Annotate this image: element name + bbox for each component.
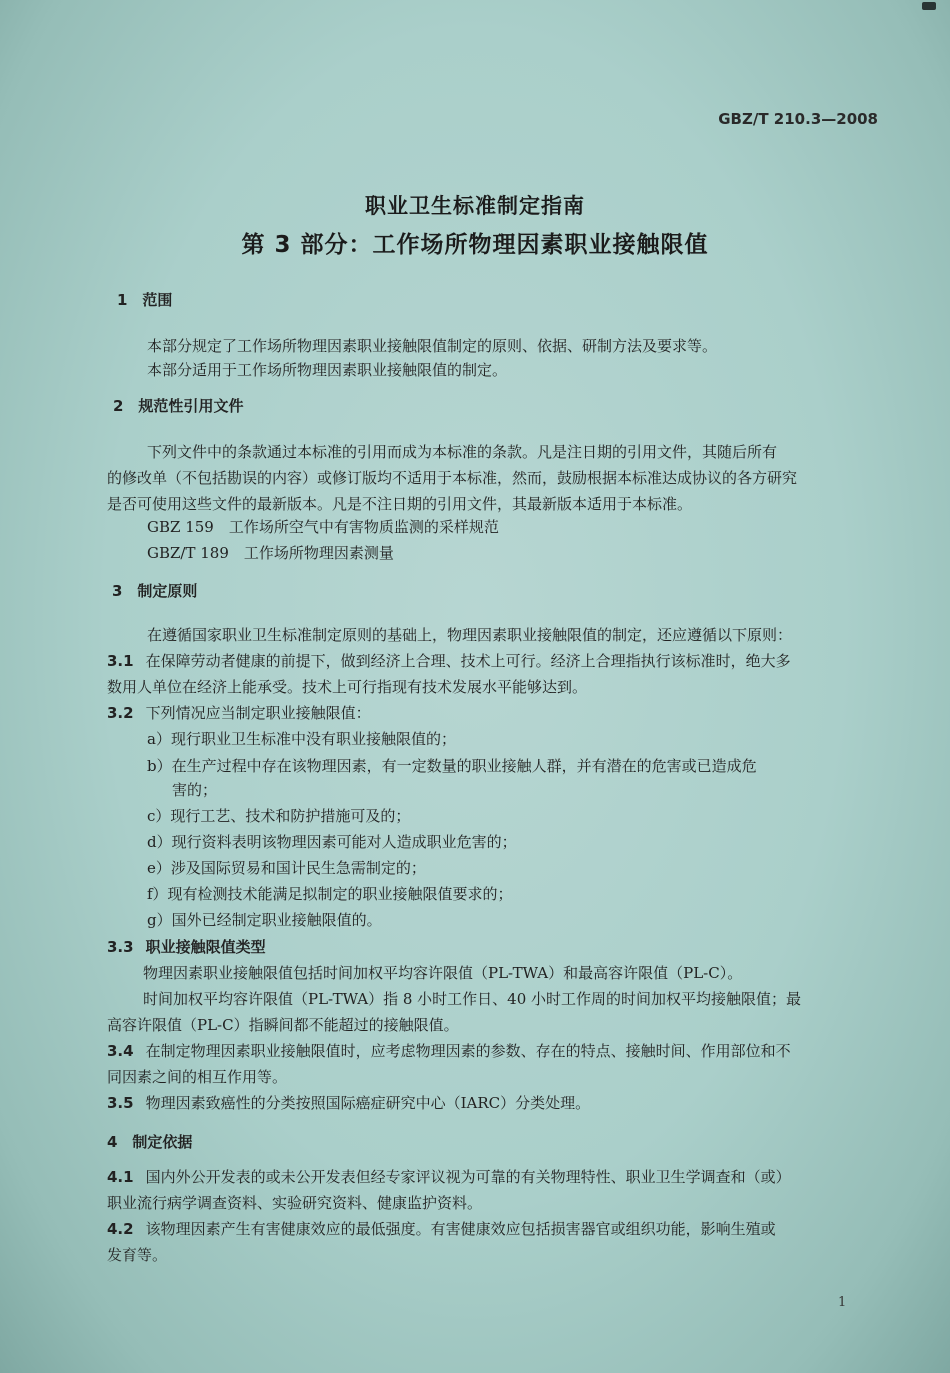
clause-number: 3.5 [107,1094,134,1112]
clause-number: 4.1 [107,1168,134,1186]
clause-number: 3.1 [107,652,134,670]
list-item: f）现有检测技术能满足拟制定的职业接触限值要求的； [147,885,513,903]
normative-reference: GBZ/T 189 工作场所物理因素测量 [147,544,394,562]
corner-mark [922,2,936,10]
clause-3-1 [107,651,791,671]
clause-4-1-continued: 职业流行病学调查资料、实验研究资料、健康监护资料。 [107,1194,483,1212]
clause-number: 4.2 [107,1220,134,1238]
clause-3-4-continued: 同因素之间的相互作用等。 [107,1068,288,1086]
section-2-paragraph-line: 下列文件中的条款通过本标准的引用而成为本标准的条款。凡是注日期的引用文件，其随后所有 [147,443,778,461]
normative-reference: GBZ 159 工作场所空气中有害物质监测的采样规范 [147,518,499,536]
clause-text: 在制定物理因素职业接触限值时，应考虑物理因素的参数、存在的特点、接触时间、作用部位和不 [145,1042,791,1060]
page-number: 1 [838,1295,847,1310]
list-item: a）现行职业卫生标准中没有职业接触限值的； [147,730,456,748]
clause-number: 3.4 [107,1042,134,1060]
clause-title: 职业接触限值类型 [145,938,266,956]
clause-3-1-continued: 数用人单位在经济上能承受。技术上可行指现有技术发展水平能够达到。 [107,678,588,696]
list-item: e）涉及国际贸易和国计民生急需制定的； [147,859,426,877]
clause-text: 下列情况应当制定职业接触限值： [145,704,371,722]
section-2-paragraph-line: 的修改单（不包括勘误的内容）或修订版均不适用于本标准，然而，鼓励根据本标准达成协议的各方研究 [107,469,798,487]
section-3-intro: 在遵循国家职业卫生标准制定原则的基础上，物理因素职业接触限值的制定，还应遵循以下原则： [147,626,793,644]
clause-3-3-paragraph-2: 时间加权平均容许限值（PL-TWA）指 8 小时工作日、40 小时工作周的时间加权平均接触限值；最 [143,990,802,1008]
list-item: g）国外已经制定职业接触限值的。 [147,911,382,929]
section-2-heading: 2 规范性引用文件 [113,397,244,415]
section-2-paragraph-line: 是否可使用这些文件的最新版本。凡是不注日期的引用文件，其最新版本适用于本标准。 [107,495,693,513]
clause-text: 物理因素致癌性的分类按照国际癌症研究中心（IARC）分类处理。 [145,1094,591,1112]
clause-3-3-heading [107,936,266,957]
clause-4-2-continued: 发育等。 [107,1246,168,1264]
document-title: 职业卫生标准制定指南 [365,194,585,218]
clause-number: 3.2 [107,704,134,722]
section-4-heading: 4 制定依据 [107,1133,193,1151]
section-1-heading: 1 范围 [117,291,173,309]
clause-number: 3.3 [107,938,134,956]
standard-code: GBZ/T 210.3—2008 [718,110,878,128]
list-item-continued: 害的； [172,781,218,799]
section-3-heading: 3 制定原则 [112,582,198,600]
clause-3-5 [107,1093,590,1113]
clause-3-3-paragraph-2-continued: 高容许限值（PL-C）指瞬间都不能超过的接触限值。 [107,1016,459,1034]
section-1-paragraph-2: 本部分适用于工作场所物理因素职业接触限值的制定。 [147,361,508,379]
clause-text: 该物理因素产生有害健康效应的最低强度。有害健康效应包括损害器官或组织功能，影响生殖或 [145,1220,776,1238]
clause-3-4 [107,1041,791,1061]
clause-text: 国内外公开发表的或未公开发表但经专家评议视为可靠的有关物理特性、职业卫生学调查和（或） [145,1168,791,1186]
clause-3-3-paragraph-1: 物理因素职业接触限值包括时间加权平均容许限值（PL-TWA）和最高容许限值（PL-C）。 [143,964,743,982]
list-item: d）现行资料表明该物理因素可能对人造成职业危害的； [147,833,517,851]
section-1-paragraph-1: 本部分规定了工作场所物理因素职业接触限值制定的原则、依据、研制方法及要求等。 [147,337,718,355]
clause-text: 在保障劳动者健康的前提下，做到经济上合理、技术上可行。经济上合理指执行该标准时，绝大多 [145,652,791,670]
list-item: c）现行工艺、技术和防护措施可及的； [147,807,411,825]
clause-3-2 [107,703,371,723]
document-subtitle: 第 3 部分：工作场所物理因素职业接触限值 [241,232,709,258]
clause-4-1 [107,1167,791,1187]
list-item: b）在生产过程中存在该物理因素，有一定数量的职业接触人群，并有潜在的危害或已造成危 [147,757,757,775]
clause-4-2 [107,1219,776,1239]
